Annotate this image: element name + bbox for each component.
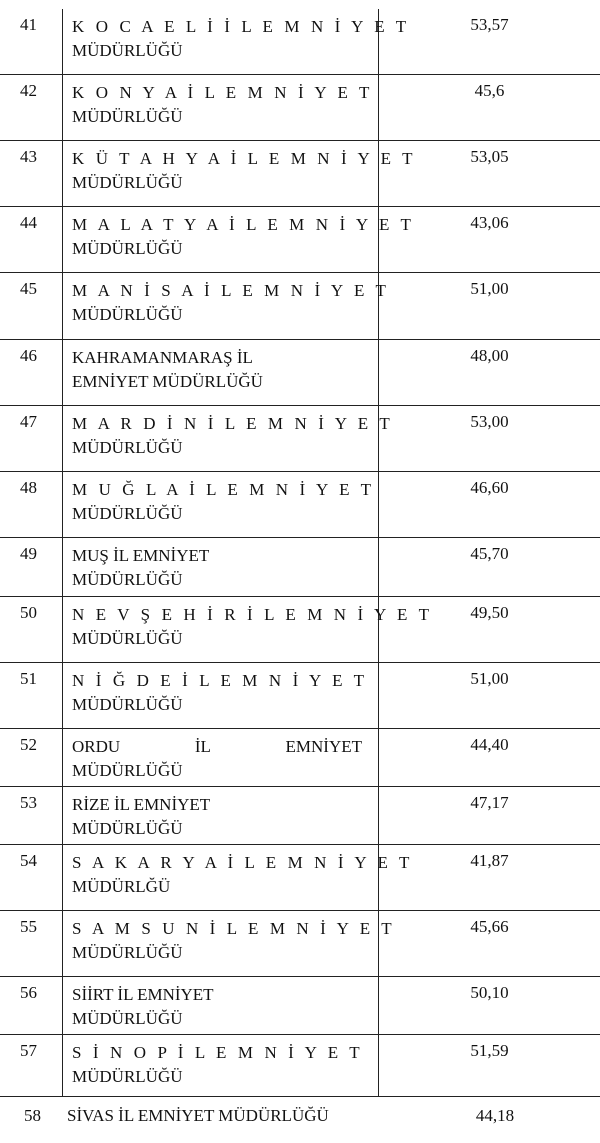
- directorate-name-line1: K O N Y A İ L E M N İ Y E T: [72, 83, 374, 102]
- row-number: 49: [20, 544, 37, 563]
- directorate-name-line2: MÜDÜRLÜĞÜ: [72, 1067, 183, 1086]
- row-number: 45: [20, 279, 37, 298]
- name-cell: [63, 787, 379, 845]
- directorate-name-line1: M A R D İ N İ L E M N İ Y E T: [72, 414, 394, 433]
- directorate-name-line1: ORDU İL EMNİYET: [72, 737, 362, 756]
- directorate-name-line1: M A L A T Y A İ L E M N İ Y E T: [72, 215, 415, 234]
- value-cell: [379, 663, 600, 729]
- row-value: 50,10: [470, 983, 509, 1002]
- number-cell: [0, 911, 63, 977]
- name-cell: [63, 207, 415, 273]
- number-cell: [0, 472, 63, 538]
- name-cell: [63, 911, 396, 977]
- directorate-name: [72, 983, 362, 1031]
- row-value: 47,17: [470, 793, 509, 812]
- name-cell: [63, 729, 379, 787]
- directorate-name-line2: MÜDÜRLÜĞÜ: [72, 1009, 183, 1028]
- table-row: [0, 845, 600, 911]
- directorate-name: [72, 669, 368, 717]
- row-value: 51,00: [470, 669, 509, 688]
- number-cell: [0, 538, 63, 597]
- value-cell: [379, 406, 600, 472]
- row-value: 53,57: [470, 15, 509, 34]
- table-row: [0, 787, 600, 845]
- row-value: 51,59: [470, 1041, 509, 1060]
- number-cell: [0, 141, 63, 207]
- directorate-name-line1: MUŞ İL EMNİYET: [72, 546, 210, 565]
- directorate-name-line2: MÜDÜRLÜĞÜ: [72, 305, 183, 324]
- row-number: 44: [20, 213, 37, 232]
- directorate-name: [72, 917, 396, 965]
- row-value: 51,00: [470, 279, 509, 298]
- row-value: 49,50: [470, 603, 509, 622]
- number-cell: [0, 75, 63, 141]
- name-cell: [63, 340, 379, 406]
- directorate-name-line2: MÜDÜRLÜĞÜ: [72, 107, 183, 126]
- value-cell: [379, 845, 600, 911]
- name-cell: [63, 597, 433, 663]
- directorate-name-line1: N İ Ğ D E İ L E M N İ Y E T: [72, 671, 368, 690]
- table-row: [0, 141, 600, 207]
- table-row: [0, 207, 600, 273]
- directorate-name: [72, 213, 415, 261]
- row-value: 53,05: [470, 147, 509, 166]
- directorate-name-line1: M U Ğ L A İ L E M N İ Y E T: [72, 480, 375, 499]
- table-row: [0, 1035, 600, 1097]
- number-cell: [0, 406, 63, 472]
- name-cell: [63, 141, 417, 207]
- name-cell: [63, 845, 413, 911]
- row-number: 42: [20, 81, 37, 100]
- table-row: [0, 406, 600, 472]
- directorate-name-line1: S A K A R Y A İ L E M N İ Y E T: [72, 853, 413, 872]
- directorate-name-line2: MÜDÜRLÜĞÜ: [72, 819, 183, 838]
- value-cell: [379, 273, 600, 340]
- directorate-name-line1: M A N İ S A İ L E M N İ Y E T: [72, 281, 390, 300]
- number-cell: [0, 340, 63, 406]
- directorate-name-line1: K Ü T A H Y A İ L E M N İ Y E T: [72, 149, 417, 168]
- directorate-name: [72, 1041, 362, 1089]
- row-value: 53,00: [470, 412, 509, 431]
- directorate-name: [72, 851, 413, 899]
- value-cell: [379, 977, 600, 1035]
- row-number: 47: [20, 412, 37, 431]
- row-number: 41: [20, 15, 37, 34]
- value-cell: [379, 9, 600, 75]
- value-cell: [379, 207, 600, 273]
- name-cell: [63, 9, 410, 75]
- table-row: [0, 9, 600, 75]
- table-row: [0, 729, 600, 787]
- row-number: 54: [20, 851, 37, 870]
- number-cell: [0, 273, 63, 340]
- row-value: 43,06: [470, 213, 509, 232]
- row-value: 44,18: [475, 1106, 515, 1125]
- number-cell: [0, 1035, 63, 1097]
- directorate-name-line2: MÜDÜRLÜĞÜ: [72, 629, 183, 648]
- directorate-name-line1: S A M S U N İ L E M N İ Y E T: [72, 919, 396, 938]
- value-cell: [379, 538, 600, 597]
- directorate-name-line1: K O C A E L İ İ L E M N İ Y E T: [72, 17, 410, 36]
- directorate-name-line1: SİİRT İL EMNİYET: [72, 985, 214, 1004]
- row-number: 51: [20, 669, 37, 688]
- value-cell: [379, 729, 600, 787]
- row-value: 44,40: [470, 735, 509, 754]
- directorate-name: [72, 793, 362, 841]
- number-cell: [0, 207, 63, 273]
- directorate-name: [72, 15, 410, 63]
- number-cell: [0, 845, 63, 911]
- table-row: [0, 273, 600, 340]
- directorate-name-line2: MÜDÜRLÜĞÜ: [72, 173, 183, 192]
- name-cell: [63, 663, 379, 729]
- name-cell: [63, 472, 379, 538]
- number-cell: [0, 663, 63, 729]
- directorate-name-line2: EMNİYET MÜDÜRLÜĞÜ: [72, 372, 263, 391]
- row-number: 55: [20, 917, 37, 936]
- name-cell: [63, 538, 379, 597]
- number-cell: [0, 597, 63, 663]
- row-number: 52: [20, 735, 37, 754]
- value-cell: [379, 141, 600, 207]
- directorate-name: [72, 412, 394, 460]
- row-value: 45,70: [470, 544, 509, 563]
- name-cell: [63, 406, 394, 472]
- directorate-name: [72, 603, 433, 651]
- row-number: 57: [20, 1041, 37, 1060]
- row-number: 43: [20, 147, 37, 166]
- row-number: 48: [20, 478, 37, 497]
- value-cell: [379, 340, 600, 406]
- table-row: [0, 663, 600, 729]
- directorate-name-line2: MÜDÜRLÜĞÜ: [72, 41, 183, 60]
- name-cell: [63, 273, 390, 340]
- row-number: 50: [20, 603, 37, 622]
- directorate-name: [72, 544, 362, 592]
- directorate-name-line2: MÜDÜRLÜĞÜ: [72, 761, 183, 780]
- table-row: [0, 75, 600, 141]
- number-cell: [0, 729, 63, 787]
- directorate-name: [72, 478, 375, 526]
- directorate-name-line1: N E V Ş E H İ R İ L E M N İ Y E T: [72, 605, 433, 624]
- row-value: 48,00: [470, 346, 509, 365]
- directorate-name: [72, 81, 374, 129]
- row-value: 45,66: [470, 917, 509, 936]
- name-cell: [63, 1035, 379, 1097]
- name-cell: [63, 75, 379, 141]
- row-value: 46,60: [470, 478, 509, 497]
- directorate-name-line2: MÜDÜRLÜĞÜ: [72, 504, 183, 523]
- table-row-last: [0, 1097, 600, 1143]
- directorate-name: [72, 735, 362, 783]
- row-number: 53: [20, 793, 37, 812]
- value-cell: [379, 597, 600, 663]
- directorate-name-line2: MÜDÜRLĞÜ: [72, 877, 171, 896]
- directorate-name: [72, 279, 390, 327]
- row-number: 58: [24, 1106, 41, 1125]
- directorate-name-line2: MÜDÜRLÜĞÜ: [72, 943, 183, 962]
- table-row: [0, 911, 600, 977]
- number-cell: [0, 977, 63, 1035]
- row-number: 56: [20, 983, 37, 1002]
- directorate-name-line1: KAHRAMANMARAŞ İL: [72, 348, 253, 367]
- row-value: 41,87: [470, 851, 509, 870]
- table-row: [0, 340, 600, 406]
- table-row: [0, 977, 600, 1035]
- number-cell: [0, 9, 63, 75]
- directorate-name-line2: MÜDÜRLÜĞÜ: [72, 570, 183, 589]
- name-cell: [63, 977, 379, 1035]
- directorate-name: [72, 147, 417, 195]
- directorate-name-line1: RİZE İL EMNİYET: [72, 795, 211, 814]
- table-row: [0, 538, 600, 597]
- table-row: [0, 597, 600, 663]
- value-cell: [379, 787, 600, 845]
- row-value: 45,6: [474, 81, 505, 100]
- number-cell: [0, 787, 63, 845]
- value-cell: [379, 75, 600, 141]
- row-number: 46: [20, 346, 37, 365]
- directorate-name-line2: MÜDÜRLÜĞÜ: [72, 239, 183, 258]
- value-cell: [379, 472, 600, 538]
- value-cell: [379, 911, 600, 977]
- directorate-name: SİVAS İL EMNİYET MÜDÜRLÜĞÜ: [67, 1106, 329, 1125]
- directorate-name-line1: S İ N O P İ L E M N İ Y E T: [72, 1043, 364, 1062]
- directorate-name-line2: MÜDÜRLÜĞÜ: [72, 695, 183, 714]
- directorate-name-line2: MÜDÜRLÜĞÜ: [72, 438, 183, 457]
- directorate-name: [72, 346, 362, 394]
- table-row: [0, 472, 600, 538]
- value-cell: [379, 1035, 600, 1097]
